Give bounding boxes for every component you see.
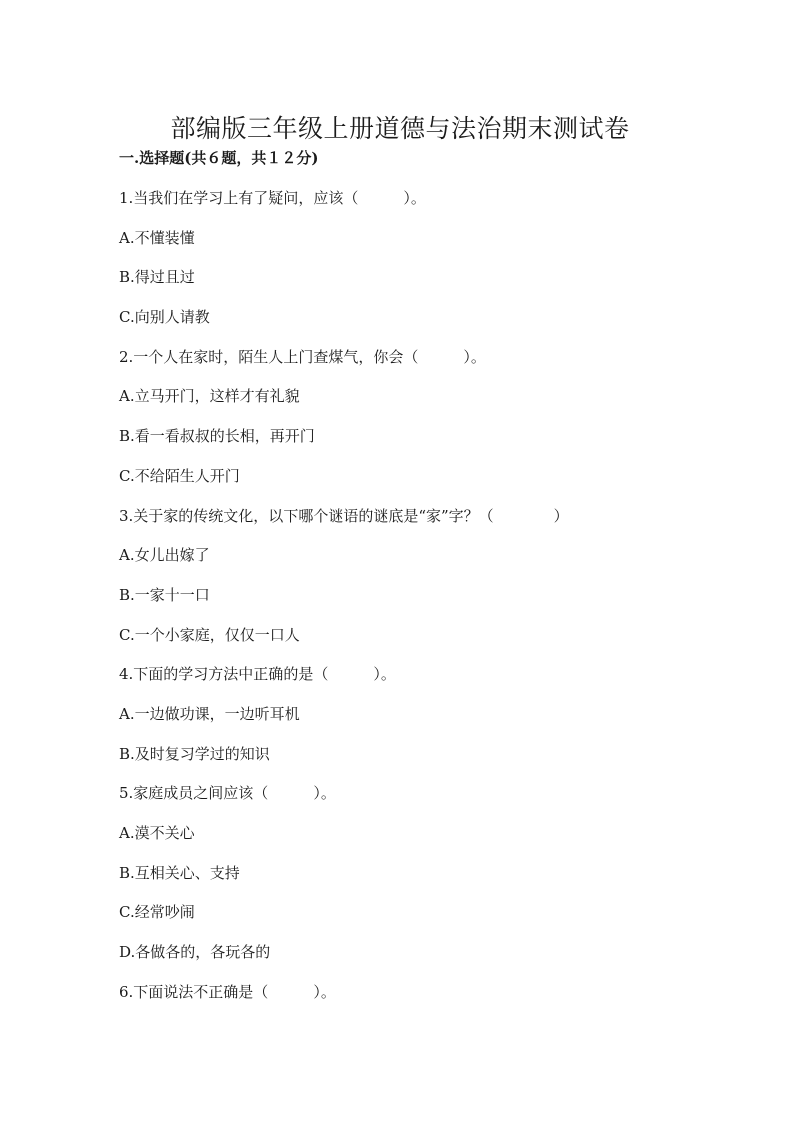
section-heading: 一.选择题(共６题，共１２分) [119,149,319,167]
question-list [119,186,739,1019]
option-item: A.漠不关心 [119,824,195,842]
option-item: B.得过且过 [119,268,195,287]
option-item: C.经常吵闹 [119,903,195,922]
option-item: B.及时复习学过的知识 [119,744,270,763]
option-item: C.一个小家庭，仅仅一口人 [119,625,300,644]
option-item: B.一家十一口 [119,585,210,604]
question-stem: 6.下面说法不正确是（ ）。 [119,982,336,1001]
question-stem: 4.下面的学习方法中正确的是（ ）。 [119,665,396,684]
option-item: A.女儿出嫁了 [119,546,210,565]
option-item: A.一边做功课，一边听耳机 [119,704,300,723]
option-item: B.看一看叔叔的长相，再开门 [119,427,315,446]
option-item: A.立马开门，这样才有礼貌 [119,387,300,406]
question-stem: 1.当我们在学习上有了疑问，应该（ ）。 [119,189,426,207]
question-stem: 5.家庭成员之间应该（ ）。 [119,784,336,803]
option-item: D.各做各的，各玩各的 [119,943,271,962]
question-stem: 3.关于家的传统文化，以下哪个谜语的谜底是“家”字？（ ） [119,506,569,525]
option-item: C.不给陌生人开门 [119,466,240,485]
option-item: A.不懂装懂 [119,228,195,247]
option-item: B.互相关心、支持 [119,863,240,882]
page-title: 部编版三年级上册道德与法治期末测试卷 [170,113,630,143]
option-item: C.向别人请教 [119,308,210,327]
question-stem: 2.一个人在家时，陌生人上门查煤气，你会（ ）。 [119,347,486,366]
